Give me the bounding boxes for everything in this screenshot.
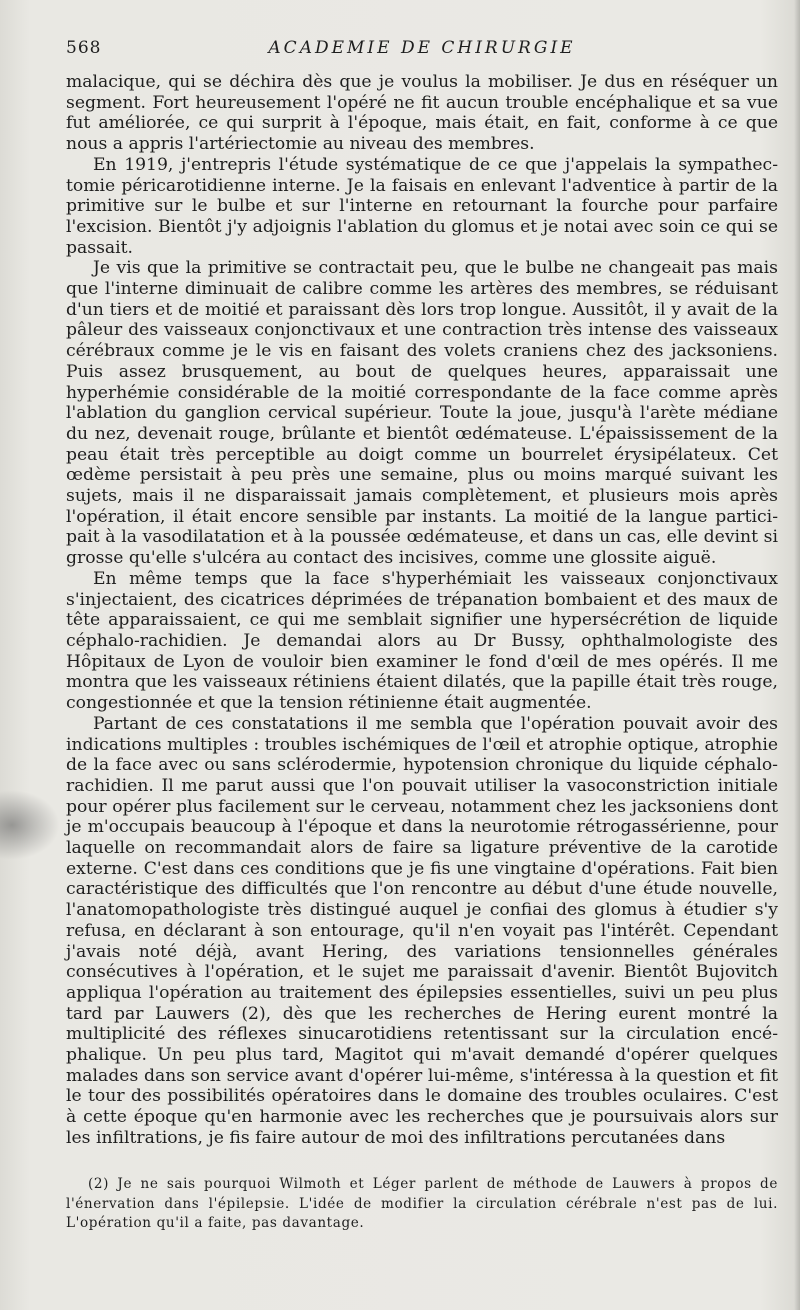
running-title: ACADEMIE DE CHIRURGIE (268, 38, 576, 58)
footnote (66, 1175, 778, 1234)
paragraph-3: Je vis que la primitive se contractait peu, que le bulbe ne changeait pas mais que l'interne diminuait de calibre comme les artères des membres, se réduisant d'un tiers et de moitié et paraissant dès lors trop longue. Aussitôt, il y avait de la pâleur des vaisseaux conjonctivaux et une contraction très intense des vaisseaux cérébraux comme je le vis en faisant des volets craniens chez des jacksoniens. Puis assez brusquement, au bout de quelques heures, apparaissait une hyperhémie considérable de la moitié correspondante de la face comme après l'ablation du ganglion cervical supérieur. Toute la joue, jusqu'à l'arète médiane du nez, devenait rouge, brûlante et bientôt œdémateuse. L'épaississement de la peau était très perceptible au doigt comme un bourrelet érysipélateux. Cet œdème persistait à peu près une semaine, plus ou moins marqué suivant les sujets, mais il ne disparaissait jamais complètement, et plusieurs mois après l'opération, il était encore sensible par instants. La moitié de la langue participait à la vasodilatation et à la poussée œdémateuse, et dans un cas, elle devint si grosse qu'elle s'ulcéra au contact des incisives, comme une glossite aiguë. (66, 258, 778, 569)
paragraph-5: Partant de ces constatations il me sembla que l'opération pouvait avoir des indications multiples : troubles ischémiques de l'œil et atrophie optique, atrophie de la face avec ou sans sclérodermie, hypotension chronique du liquide céphalo-rachidien. Il me parut aussi que l'on pouvait utiliser la vasoconstriction initiale pour opérer plus facilement sur le cerveau, notamment chez les jacksoniens dont je m'occupais beaucoup à l'époque et dans la neurotomie rétrogassérienne, pour laquelle on recommandait alors de faire sa ligature préventive de la carotide externe. C'est dans ces conditions que je fis une vingtaine d'opérations. Fait bien caractéristique des difficultés que l'on rencontre au début d'une étude nouvelle, l'anatomopathologiste très distingué auquel je confiai des glomus à étudier s'y refusa, en déclarant à son entourage, qu'il n'en voyait pas l'intérêt. Cependant j'avais noté déjà, avant Hering, des variations tensionnelles générales consécutives à l'opération, et le sujet me paraissait d'avenir. Bientôt Bujovitch appliqua l'opération au traitement des épilepsies essentielles, suivi un peu plus tard par Lauwers (2), dès que les recherches de Hering eurent montré la multiplicité des réflexes sinucarotidiens retentissant sur la circulation encéphalique. Un peu plus tard, Magitot qui m'avait demandé d'opérer quelques malades dans son service avant d'opérer lui-même, s'intéressa à la question et fit le tour des possibilités opératoires dans le domaine des troubles oculaires. C'est à cette époque qu'en harmonie avec les recherches que je poursuivais alors sur les infiltrations, je fis faire autour de moi des infiltrations percutanées dans (66, 713, 778, 1148)
page-number: 568 (66, 38, 102, 58)
paragraph-2: En 1919, j'entrepris l'étude systématique de ce que j'appelais la sympathectomie péricarotidienne interne. Je la faisais en enlevant l'adventice à partir de la primitive sur le bulbe et sur l'interne en retournant la fourche pour parfaire l'excision. Bientôt j'y adjoignis l'ablation du glomus et je notai avec soin ce qui se passait. (66, 154, 778, 258)
page-header (66, 38, 778, 62)
footnote-text: (2) Je ne sais pourquoi Wilmoth et Léger parlent de méthode de Lauwers à propos de l'énervation dans l'épilepsie. L'idée de modifier la circulation cérébrale n'est pas de lui. L'opération qu'il a faite, pas davantage. (66, 1176, 778, 1231)
paragraph-4: En même temps que la face s'hyperhémiait les vaisseaux conjonctivaux s'injectaient, des cicatrices déprimées de trépanation bombaient et des maux de tête apparaissaient, ce qui me semblait signifier une hypersécrétion de liquide céphalo-rachidien. Je demandai alors au Dr Bussy, ophthalmologiste des Hôpitaux de Lyon de vouloir bien examiner le fond d'œil de mes opérés. Il me montra que les vaisseaux rétiniens étaient dilatés, que la papille était très rouge, congestionnée et que la tension rétinienne était augmentée. (66, 568, 778, 714)
page-stain (0, 790, 60, 860)
paragraph-1: malacique, qui se déchira dès que je voulus la mobiliser. Je dus en réséquer un segment. Fort heureusement l'opéré ne fit aucun trouble encéphalique et sa vue fut améliorée, ce qui surprit à l'époque, mais était, en fait, conforme à ce que nous a appris l'artériectomie au niveau des membres. (66, 72, 778, 155)
page-edge-shadow (794, 0, 800, 1310)
body-text (66, 72, 778, 1149)
